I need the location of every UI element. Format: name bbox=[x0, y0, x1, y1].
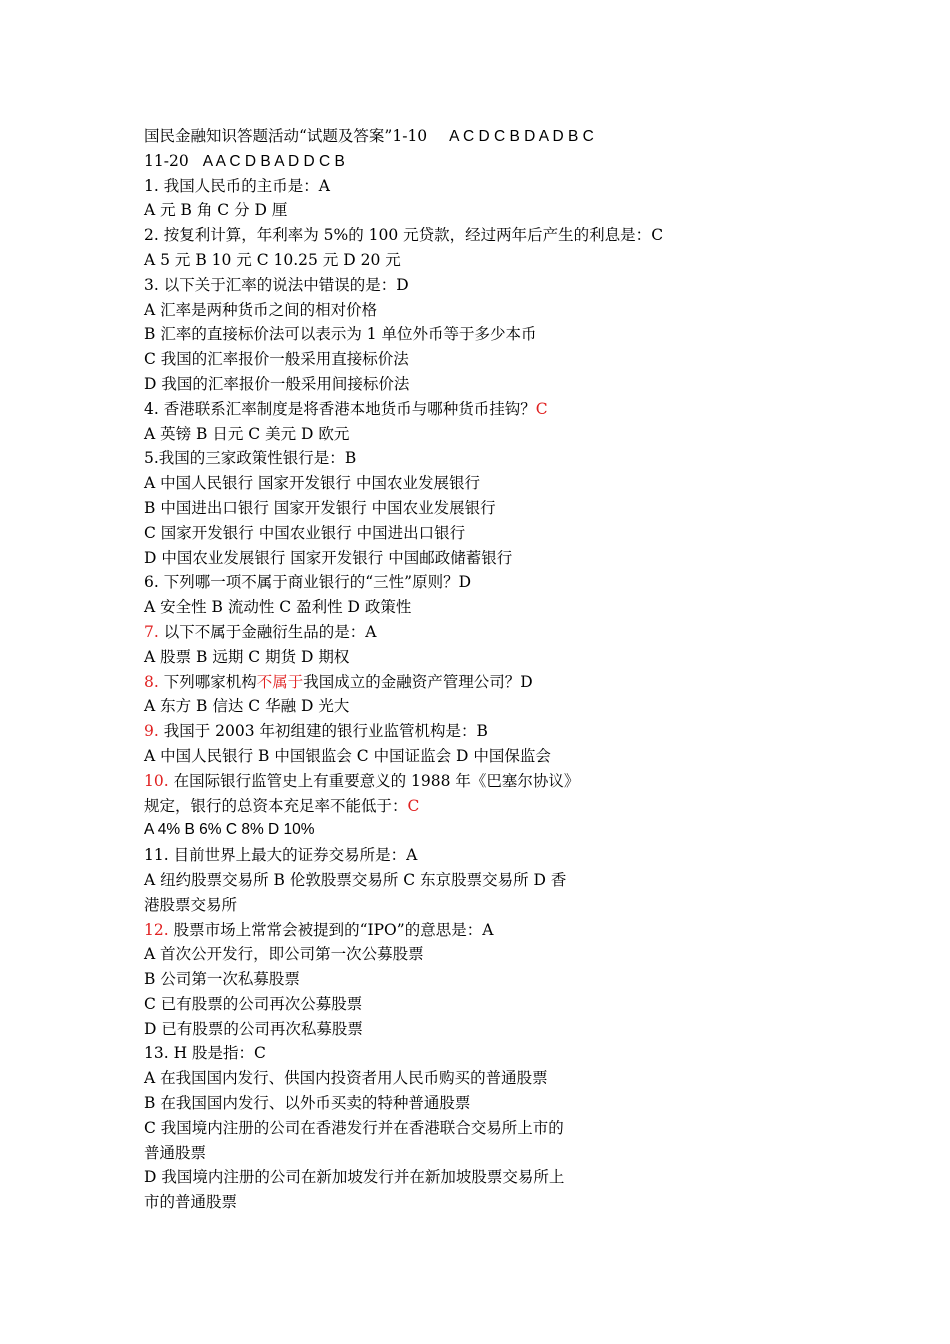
question-10 bbox=[144, 769, 704, 794]
question-text: 以下不属于金融衍生品的是： bbox=[158, 622, 366, 641]
question-13-option-d-cont: 市的普通股票 bbox=[144, 1193, 238, 1212]
question-5-option-d: D 中国农业发展银行 国家开发银行 中国邮政储蓄银行 bbox=[144, 548, 513, 567]
question-12-option-d: D 已有股票的公司再次私募股票 bbox=[144, 1019, 363, 1038]
question-13-option-c: C 我国境内注册的公司在香港发行并在香港联合交易所上市的 bbox=[144, 1118, 564, 1137]
question-1 bbox=[144, 174, 704, 199]
question-9-options: A 中国人民银行 B 中国银监会 C 中国证监会 D 中国保监会 bbox=[144, 746, 551, 765]
question-4-options: A 英镑 B 日元 C 美元 D 欧元 bbox=[144, 424, 350, 443]
question-6 bbox=[144, 570, 704, 595]
question-answer: A bbox=[482, 920, 494, 939]
question-3-option-d: D 我国的汇率报价一般采用间接标价法 bbox=[144, 374, 410, 393]
question-text-highlight: 不属于 bbox=[256, 672, 304, 691]
question-8 bbox=[144, 670, 704, 695]
question-answer: C bbox=[651, 226, 664, 245]
question-13 bbox=[144, 1041, 704, 1066]
question-5 bbox=[144, 446, 704, 471]
question-number: 12. bbox=[144, 920, 169, 939]
question-2 bbox=[144, 223, 704, 248]
question-12-option-a: A 首次公开发行，即公司第一次公募股票 bbox=[144, 945, 424, 964]
question-9 bbox=[144, 719, 704, 744]
header-title: 国民金融知识答题活动“试题及答案”1-10 bbox=[144, 127, 428, 145]
question-text: H 股是指： bbox=[168, 1044, 255, 1063]
question-3-option-a: A 汇率是两种货币之间的相对价格 bbox=[144, 300, 378, 319]
question-number: 3. bbox=[144, 275, 159, 294]
question-10-options: A 4% B 6% C 8% D 10% bbox=[144, 821, 315, 839]
question-number: 10. bbox=[144, 771, 169, 790]
question-number: 5. bbox=[144, 449, 159, 468]
question-13-option-c-cont: 普通股票 bbox=[144, 1143, 207, 1162]
question-text: 按复利计算，年利率为 5%的 100 元贷款，经过两年后产生的利息是： bbox=[158, 226, 652, 245]
question-answer: A bbox=[318, 176, 330, 195]
question-answer: B bbox=[344, 449, 357, 468]
question-text: 我国的三家政策性银行是： bbox=[158, 449, 345, 468]
question-answer: D bbox=[458, 573, 472, 592]
question-number: 6. bbox=[144, 573, 159, 592]
question-answer: A bbox=[365, 622, 377, 641]
question-number: 11. bbox=[144, 846, 169, 865]
question-1-options: A 元 B 角 C 分 D 厘 bbox=[144, 201, 288, 220]
question-12 bbox=[144, 918, 704, 943]
question-answer: A bbox=[406, 846, 418, 865]
question-answer: D bbox=[396, 275, 409, 294]
question-11 bbox=[144, 843, 704, 868]
question-answer: C bbox=[535, 399, 548, 418]
question-text-post: 我国成立的金融资产管理公司？ bbox=[303, 672, 521, 691]
question-number: 7. bbox=[144, 622, 159, 641]
question-text: 目前世界上最大的证券交易所是： bbox=[168, 846, 407, 865]
question-11-options-cont: 港股票交易所 bbox=[144, 895, 238, 914]
question-text: 我国于 2003 年初组建的银行业监管机构是： bbox=[158, 722, 477, 741]
question-text-pre: 下列哪家机构 bbox=[158, 672, 257, 691]
question-answer: B bbox=[476, 722, 488, 741]
question-text: 香港联系汇率制度是将香港本地货币与哪种货币挂钩？ bbox=[158, 399, 536, 418]
question-7-options: A 股票 B 远期 C 期货 D 期权 bbox=[144, 647, 350, 666]
question-10-cont bbox=[144, 794, 704, 819]
question-13-option-a: A 在我国国内发行、供国内投资者用人民币购买的普通股票 bbox=[144, 1069, 548, 1088]
header-answers-1: A C D C B D A D B C bbox=[449, 128, 594, 145]
question-text: 以下关于汇率的说法中错误的是： bbox=[158, 275, 397, 294]
question-12-option-c: C 已有股票的公司再次公募股票 bbox=[144, 994, 363, 1013]
question-12-option-b: B 公司第一次私募股票 bbox=[144, 970, 300, 989]
question-number: 9. bbox=[144, 722, 159, 741]
question-text-cont: 规定，银行的总资本充足率不能低于： bbox=[144, 796, 408, 815]
question-answer: C bbox=[254, 1044, 266, 1063]
question-text: 下列哪一项不属于商业银行的“三性”原则？ bbox=[158, 573, 459, 592]
question-answer: D bbox=[520, 672, 533, 691]
question-number: 4. bbox=[144, 399, 159, 418]
header-answers-2: A A C D B A D D C B bbox=[202, 152, 345, 170]
question-3-option-b: B 汇率的直接标价法可以表示为 1 单位外币等于多少本币 bbox=[144, 325, 537, 344]
question-13-option-b: B 在我国国内发行、以外币买卖的特种普通股票 bbox=[144, 1094, 471, 1113]
question-answer: C bbox=[407, 796, 420, 815]
question-text: 在国际银行监管史上有重要意义的 1988 年《巴塞尔协议》 bbox=[168, 771, 580, 790]
question-8-options: A 东方 B 信达 C 华融 D 光大 bbox=[144, 697, 350, 716]
document-page bbox=[144, 124, 704, 1215]
question-6-options: A 安全性 B 流动性 C 盈利性 D 政策性 bbox=[144, 598, 412, 617]
question-5-option-a: A 中国人民银行 国家开发银行 中国农业发展银行 bbox=[144, 474, 480, 493]
question-13-option-d: D 我国境内注册的公司在新加坡发行并在新加坡股票交易所上 bbox=[144, 1168, 565, 1187]
question-11-options: A 纽约股票交易所 B 伦敦股票交易所 C 东京股票交易所 D 香 bbox=[144, 870, 567, 889]
question-number: 1. bbox=[144, 176, 159, 195]
question-text: 我国人民币的主币是： bbox=[158, 176, 319, 195]
question-3-option-c: C 我国的汇率报价一般采用直接标价法 bbox=[144, 350, 409, 369]
question-4 bbox=[144, 397, 704, 422]
question-5-option-b: B 中国进出口银行 国家开发银行 中国农业发展银行 bbox=[144, 498, 496, 517]
question-text: 股票市场上常常会被提到的“IPO”的意思是： bbox=[168, 920, 483, 939]
question-7 bbox=[144, 620, 704, 645]
question-number: 2. bbox=[144, 226, 159, 245]
question-2-options: A 5 元 B 10 元 C 10.25 元 D 20 元 bbox=[144, 250, 401, 269]
header-line-2 bbox=[144, 149, 704, 174]
question-3 bbox=[144, 273, 704, 298]
question-number: 8. bbox=[144, 672, 159, 691]
question-number: 13. bbox=[144, 1044, 169, 1063]
header-line-1 bbox=[144, 124, 704, 149]
header-range-2: 11-20 bbox=[144, 151, 189, 170]
question-5-option-c: C 国家开发银行 中国农业银行 中国进出口银行 bbox=[144, 523, 466, 542]
